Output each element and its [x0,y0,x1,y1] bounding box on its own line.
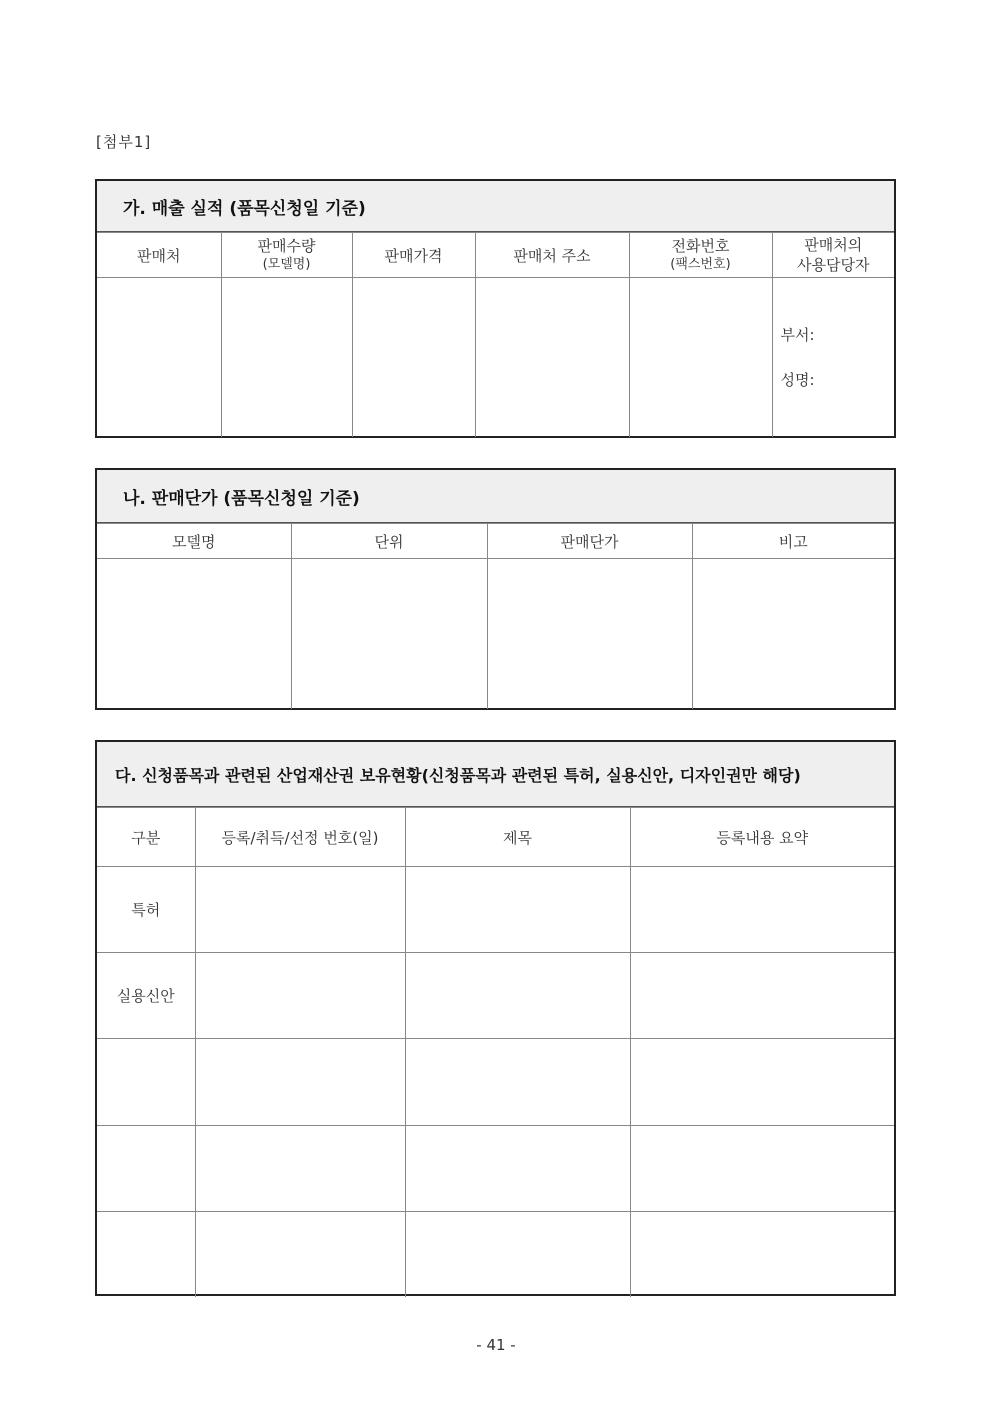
header-registration-summary: 등록내용 요약 [630,808,894,867]
department-label: 부서: [780,326,815,344]
ip-rights-section [95,740,896,1296]
section-b-title: 나. 판매단가 (품목신청일 기준) [97,470,894,523]
header-unit-price: 판매단가 [487,524,692,559]
table-header-row [97,233,894,278]
title-cell[interactable] [405,953,630,1039]
page-number: - 41 - [476,1336,516,1354]
table-row [97,953,894,1039]
attachment-label: [첨부1] [96,133,152,151]
header-model-name: 모델명 [97,524,291,559]
registration-number-cell[interactable] [195,1126,405,1212]
header-phone-number: 전화번호 (팩스번호) [629,233,772,278]
section-c-title: 다. 신청품목과 관련된 산업재산권 보유현황(신청품목과 관련된 특허, 실용신안, 디자인권만 해당) [97,742,894,807]
table-row [97,1126,894,1212]
registration-summary-cell[interactable] [630,1212,894,1297]
registration-number-cell[interactable] [195,867,405,953]
header-seller-contact: 판매처의 사용담당자 [772,233,894,278]
header-seller-address: 판매처 주소 [475,233,629,278]
table-row [97,559,894,709]
header-title: 제목 [405,808,630,867]
seller-address-cell[interactable] [475,278,629,437]
header-unit: 단위 [291,524,487,559]
registration-summary-cell[interactable] [630,867,894,953]
title-cell[interactable] [405,1039,630,1126]
title-cell[interactable] [405,867,630,953]
category-cell[interactable] [97,1039,195,1126]
table-row [97,1039,894,1126]
seller-cell[interactable] [97,278,221,437]
phone-number-cell[interactable] [629,278,772,437]
registration-number-cell[interactable] [195,1039,405,1126]
sales-performance-section [95,179,896,438]
unit-cell[interactable] [291,559,487,709]
ip-rights-table [97,807,894,1297]
registration-summary-cell[interactable] [630,1039,894,1126]
title-cell[interactable] [405,1126,630,1212]
registration-number-cell[interactable] [195,953,405,1039]
table-row [97,867,894,953]
header-sales-quantity: 판매수량 (모델명) [221,233,352,278]
sales-performance-table [97,232,894,437]
registration-number-cell[interactable] [195,1212,405,1297]
table-row [97,1212,894,1297]
remarks-cell[interactable] [692,559,894,709]
header-seller: 판매처 [97,233,221,278]
section-a-title: 가. 매출 실적 (품목신청일 기준) [97,181,894,232]
unit-price-table [97,523,894,709]
header-remarks: 비고 [692,524,894,559]
unit-price-section [95,468,896,710]
seller-contact-cell[interactable] [772,278,894,437]
header-registration-number: 등록/취득/선정 번호(일) [195,808,405,867]
table-row [97,278,894,437]
model-name-cell[interactable] [97,559,291,709]
category-cell-utility-model: 실용신안 [97,953,195,1039]
sales-quantity-cell[interactable] [221,278,352,437]
header-category: 구분 [97,808,195,867]
category-cell-patent: 특허 [97,867,195,953]
category-cell[interactable] [97,1212,195,1297]
name-label: 성명: [780,371,815,389]
registration-summary-cell[interactable] [630,1126,894,1212]
unit-price-cell[interactable] [487,559,692,709]
sales-price-cell[interactable] [352,278,475,437]
registration-summary-cell[interactable] [630,953,894,1039]
table-header-row [97,808,894,867]
category-cell[interactable] [97,1126,195,1212]
table-header-row [97,524,894,559]
title-cell[interactable] [405,1212,630,1297]
header-sales-price: 판매가격 [352,233,475,278]
